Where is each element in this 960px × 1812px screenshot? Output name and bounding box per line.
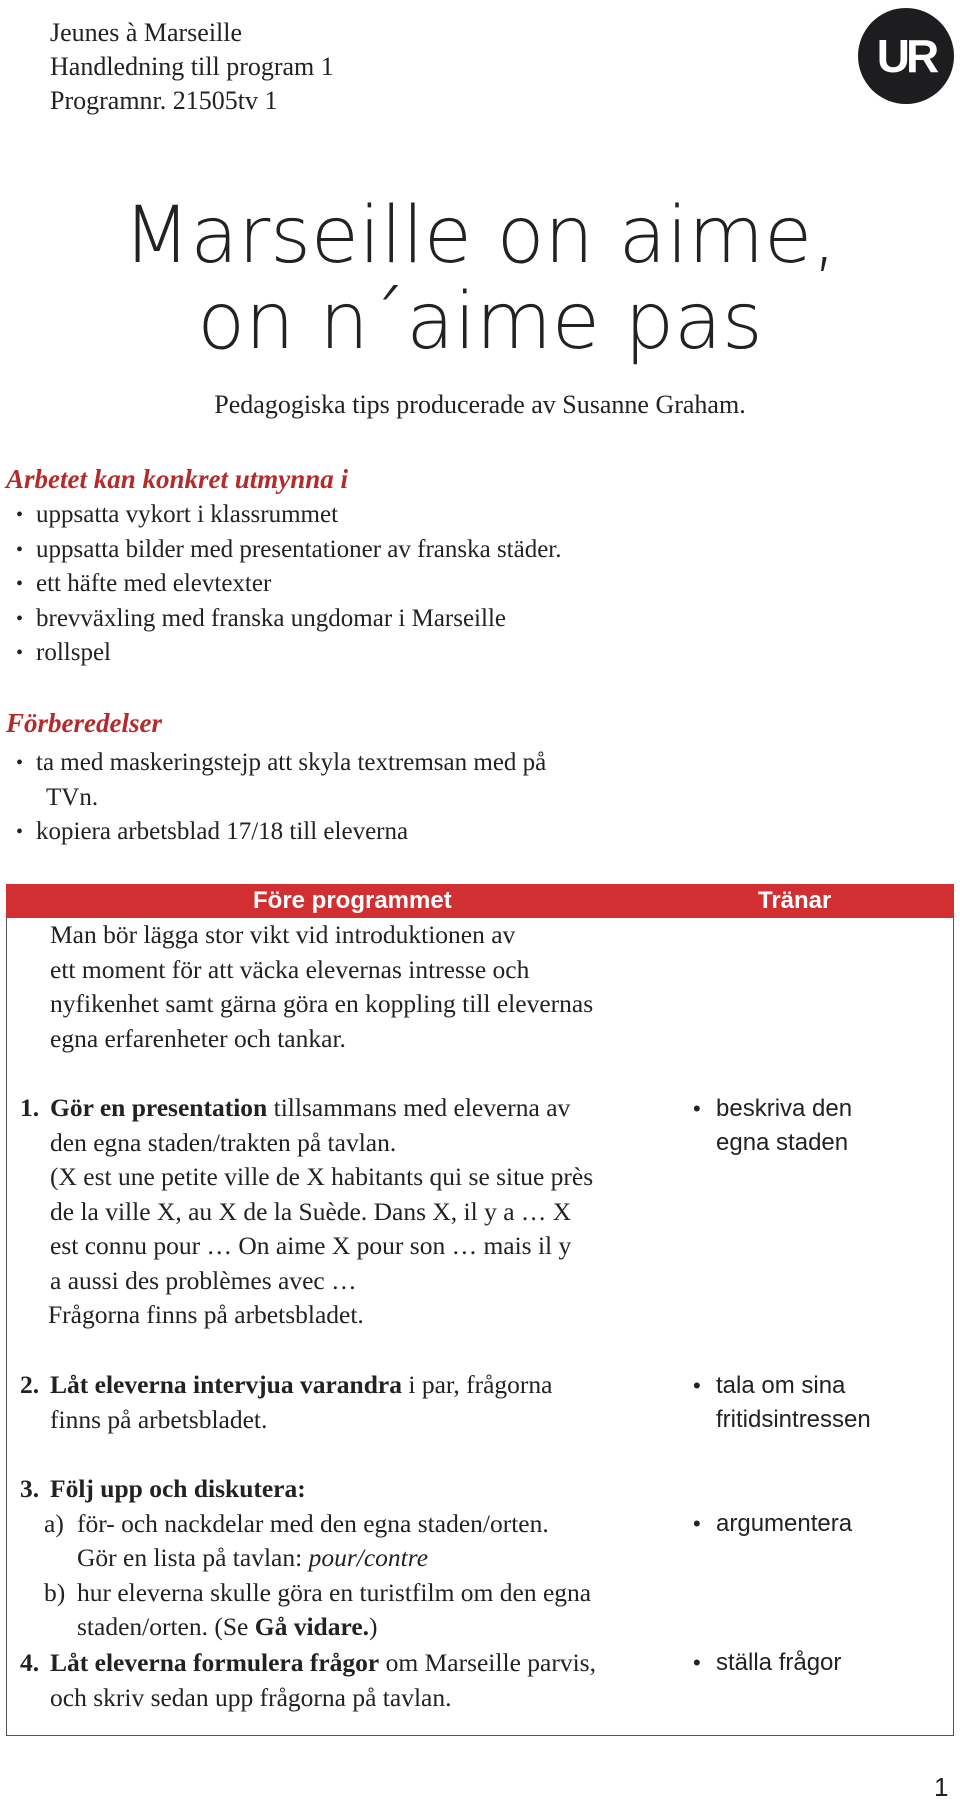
skill-describe-city xyxy=(693,1092,933,1162)
step-3b-line-end: ) xyxy=(369,1612,378,1641)
step-3b-line: hur eleverna skulle göra en turistfilm om den egna xyxy=(77,1577,592,1607)
skill-line: tala om sina xyxy=(716,1372,846,1399)
step-3-title: Följ upp och diskutera: xyxy=(50,1474,306,1503)
step-number: 1. xyxy=(20,1093,40,1122)
page-number: 1 xyxy=(934,1772,949,1802)
bullet-icon: • xyxy=(693,1511,701,1536)
skill-line: beskriva den xyxy=(716,1095,853,1122)
skill-line: egna staden xyxy=(716,1129,849,1156)
intro-line: ett moment för att väcka elevernas intresse och xyxy=(50,954,530,984)
list-item-line: TVn. xyxy=(46,783,99,811)
page-title xyxy=(0,193,960,365)
step-1-text: tillsammans med eleverna av xyxy=(267,1093,571,1122)
page-subtitle: Pedagogiska tips producerade av Susanne Graham. xyxy=(214,390,746,419)
intro-line: Man bör lägga stor vikt vid introduktionen av xyxy=(50,920,516,949)
logo-text: UR xyxy=(876,30,936,82)
step-1-line: den egna staden/trakten på tavlan. xyxy=(50,1127,397,1157)
list-item: • ett häfte med elevtexter xyxy=(6,567,562,602)
step-3a-line: för- och nackdelar med den egna staden/orten. xyxy=(77,1508,549,1538)
header-guide-title: Handledning till program 1 xyxy=(50,52,334,81)
step-3 xyxy=(20,1472,680,1645)
bullet-icon: • xyxy=(693,1373,701,1398)
step-4-title: Låt eleverna formulera frågor xyxy=(50,1648,380,1677)
skill-argue xyxy=(693,1507,933,1543)
outcomes-list xyxy=(6,498,562,671)
step-number: 2. xyxy=(20,1370,40,1399)
list-item: • uppsatta vykort i klassrummet xyxy=(6,498,562,533)
title-line-2: on n´aime pas xyxy=(197,277,763,367)
step-2-text: i par, frågorna xyxy=(401,1370,553,1399)
step-2-line: finns på arbetsbladet. xyxy=(50,1404,268,1434)
list-item: • uppsatta bilder med presentationer av franska städer. xyxy=(6,533,562,568)
bullet-icon: • xyxy=(693,1096,701,1121)
list-item: • brevväxling med franska ungdomar i Marseille xyxy=(6,602,562,637)
step-3b-line: staden/orten. (Se xyxy=(77,1612,255,1641)
step-1-line: de la ville X, au X de la Suède. Dans X, il y a … X xyxy=(50,1196,572,1226)
title-line-1: Marseille on aime, xyxy=(123,191,837,281)
section-heading-outcomes: Arbetet kan konkret utmynna i xyxy=(6,464,349,494)
list-item-line: • ta med maskeringstejp att skyla textremsan med på xyxy=(36,749,547,776)
step-1-line: a aussi des problèmes avec … xyxy=(50,1265,357,1295)
skill-line: fritidsintressen xyxy=(716,1406,871,1433)
step-4-line: och skriv sedan upp frågorna på tavlan. xyxy=(50,1682,452,1712)
step-3b-bold: Gå vidare. xyxy=(254,1612,370,1641)
step-1-title: Gör en presentation xyxy=(50,1093,268,1122)
intro-line: nyfikenhet samt gärna göra en koppling till elevernas xyxy=(50,989,594,1018)
list-item xyxy=(6,746,546,815)
skill-line: argumentera xyxy=(716,1510,853,1537)
list-item: • rollspel xyxy=(6,636,562,671)
step-3a-line: Gör en lista på tavlan: xyxy=(77,1543,309,1572)
sub-item-label: a) xyxy=(44,1508,64,1538)
step-2-title: Låt eleverna intervjua varandra xyxy=(50,1370,402,1399)
table-header-before-program: Före programmet xyxy=(253,887,452,914)
step-1 xyxy=(20,1091,680,1333)
table-header-practices: Tränar xyxy=(758,887,832,914)
step-3a-italic: pour/contre xyxy=(308,1543,429,1572)
ur-logo-icon xyxy=(858,8,954,104)
skill-ask-questions xyxy=(693,1646,933,1682)
skill-line: ställa frågor xyxy=(716,1649,842,1676)
step-1-line: (X est une petite ville de X habitants qui se situe près xyxy=(50,1162,594,1191)
section-heading-preparations: Förberedelser xyxy=(6,708,162,738)
intro-paragraph xyxy=(50,918,593,1056)
step-4-text: om Marseille parvis, xyxy=(379,1648,596,1677)
intro-line: egna erfarenheter och tankar. xyxy=(50,1023,346,1053)
header-series-title: Jeunes à Marseille xyxy=(50,18,243,47)
step-1-line: Frågorna finns på arbetsbladet. xyxy=(48,1300,364,1329)
step-4 xyxy=(20,1646,680,1715)
document-header xyxy=(50,16,334,118)
step-1-line: est connu pour … On aime X pour son … mais il y xyxy=(50,1231,572,1260)
header-program-number: Programnr. 21505tv 1 xyxy=(50,86,278,115)
list-item: • kopiera arbetsblad 17/18 till eleverna xyxy=(6,815,546,850)
bullet-icon: • xyxy=(693,1650,701,1675)
preparations-list xyxy=(6,746,546,850)
step-2 xyxy=(20,1368,680,1437)
step-number: 4. xyxy=(20,1648,40,1677)
step-number: 3. xyxy=(20,1474,40,1503)
skill-leisure-interests xyxy=(693,1369,933,1439)
sub-item-label: b) xyxy=(44,1577,66,1607)
